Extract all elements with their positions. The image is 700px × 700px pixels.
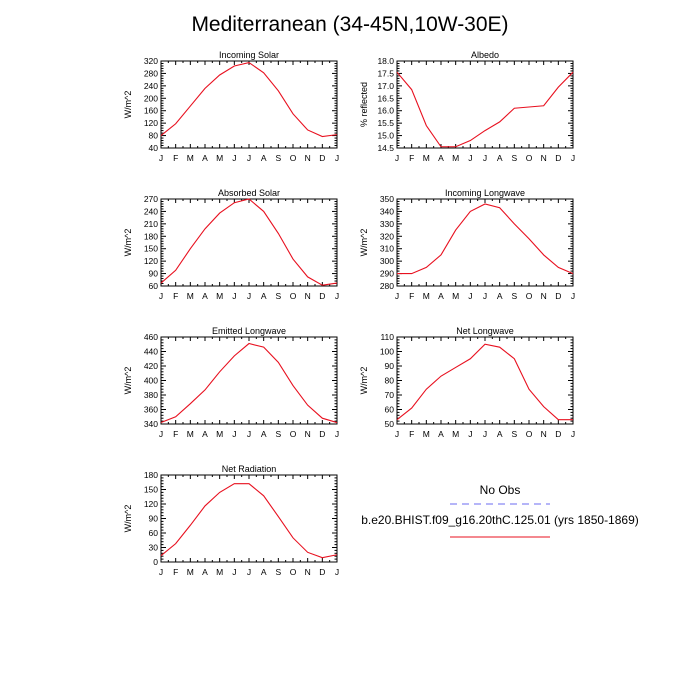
panel-2 <box>123 188 339 301</box>
series-line-0 <box>161 199 337 285</box>
panel-title: Absorbed Solar <box>217 188 281 198</box>
x-tick-label: N <box>304 291 311 301</box>
y-tick-label: 90 <box>384 361 394 371</box>
x-tick-label: N <box>304 429 311 439</box>
panel-title: Incoming Solar <box>218 50 280 60</box>
x-tick-label: J <box>158 429 164 439</box>
x-tick-label: F <box>409 429 415 439</box>
panel-3 <box>359 188 575 301</box>
x-tick-label: J <box>570 429 576 439</box>
y-tick-label: 460 <box>143 332 158 342</box>
panels <box>123 50 575 577</box>
y-tick-label: 340 <box>143 419 158 429</box>
y-tick-label: 150 <box>143 484 158 495</box>
y-tick-label: 400 <box>143 375 158 386</box>
y-tick-label: 18.0 <box>377 56 394 66</box>
legend <box>361 483 639 537</box>
legend-obs-label: No Obs <box>479 483 521 497</box>
y-axis-label: W/m^2 <box>359 366 369 395</box>
y-tick-label: 70 <box>384 390 394 400</box>
x-tick-label: N <box>540 291 547 301</box>
y-tick-label: 60 <box>148 528 158 538</box>
x-tick-label: J <box>246 153 252 163</box>
y-tick-label: 270 <box>143 194 158 204</box>
panel-1 <box>359 50 575 163</box>
x-tick-label: S <box>511 429 518 439</box>
y-tick-label: 280 <box>143 68 158 79</box>
y-tick-label: 330 <box>379 218 394 229</box>
y-tick-label: 180 <box>143 231 158 242</box>
y-tick-label: 0 <box>153 557 158 567</box>
x-tick-label: A <box>260 429 267 439</box>
x-tick-label: M <box>186 291 194 301</box>
plot-frame <box>161 199 337 286</box>
y-tick-label: 80 <box>148 130 158 141</box>
panel-4 <box>123 326 339 439</box>
y-tick-label: 210 <box>143 218 158 229</box>
x-tick-label: N <box>540 429 547 439</box>
x-tick-label: M <box>452 429 460 439</box>
y-tick-label: 320 <box>143 56 158 66</box>
y-tick-label: 380 <box>143 390 158 400</box>
plot-frame <box>397 199 573 286</box>
panel-title: Emitted Longwave <box>211 326 287 336</box>
x-tick-label: J <box>468 153 473 163</box>
x-tick-label: J <box>482 153 488 163</box>
y-tick-label: 180 <box>143 470 158 480</box>
plot-frame <box>397 61 573 148</box>
x-tick-label: D <box>319 153 326 163</box>
x-tick-label: A <box>202 153 208 163</box>
y-tick-label: 60 <box>384 404 394 415</box>
x-tick-label: J <box>232 429 237 439</box>
x-tick-label: J <box>232 291 237 301</box>
y-tick-label: 17.5 <box>377 68 394 79</box>
panel-title: Net Longwave <box>456 326 514 336</box>
y-tick-label: 100 <box>379 346 394 357</box>
x-tick-label: D <box>555 429 562 439</box>
panel-title: Incoming Longwave <box>444 188 526 198</box>
y-tick-label: 280 <box>379 281 394 291</box>
legend-model-label: b.e20.BHIST.f09_g16.20thC.125.01 (yrs 1850-1869) <box>361 513 639 527</box>
x-tick-label: M <box>216 567 224 577</box>
y-tick-label: 240 <box>143 80 158 91</box>
x-tick-label: M <box>186 429 194 439</box>
x-tick-label: J <box>468 429 473 439</box>
y-axis-label: W/m^2 <box>123 228 133 257</box>
x-tick-label: S <box>511 291 518 301</box>
y-tick-label: 16.0 <box>377 105 394 116</box>
x-tick-label: A <box>202 429 208 439</box>
panel-6 <box>123 464 339 577</box>
x-tick-label: A <box>260 153 267 163</box>
plot-frame <box>397 337 573 424</box>
x-tick-label: A <box>438 429 444 439</box>
x-tick-label: F <box>409 291 415 301</box>
plot-frame <box>161 61 337 148</box>
x-tick-label: A <box>202 567 208 577</box>
y-tick-label: 300 <box>379 256 394 267</box>
y-tick-label: 60 <box>148 281 158 291</box>
y-tick-label: 320 <box>379 231 394 242</box>
x-tick-label: M <box>216 153 224 163</box>
plot-frame <box>161 475 337 562</box>
y-axis-label: % reflected <box>359 81 369 128</box>
y-tick-label: 420 <box>143 361 158 371</box>
x-tick-label: M <box>186 567 194 577</box>
y-axis-label: W/m^2 <box>123 504 133 533</box>
x-tick-label: S <box>275 429 282 439</box>
x-tick-label: M <box>452 153 460 163</box>
x-tick-label: J <box>334 291 340 301</box>
series-line-0 <box>397 344 573 419</box>
x-tick-label: J <box>482 291 488 301</box>
panel-title: Net Radiation <box>221 464 277 474</box>
y-tick-label: 350 <box>379 194 394 204</box>
series-line-0 <box>397 204 573 274</box>
series-line-0 <box>161 344 337 423</box>
y-tick-label: 17.0 <box>377 80 394 91</box>
x-tick-label: J <box>246 567 252 577</box>
x-tick-label: M <box>186 153 194 163</box>
x-tick-label: F <box>173 291 179 301</box>
x-tick-label: J <box>246 429 252 439</box>
y-tick-label: 360 <box>143 404 158 415</box>
y-tick-label: 120 <box>143 118 158 129</box>
x-tick-label: J <box>158 567 164 577</box>
y-tick-label: 40 <box>148 143 158 153</box>
x-tick-label: M <box>422 429 430 439</box>
y-tick-label: 90 <box>148 268 158 279</box>
x-tick-label: S <box>511 153 518 163</box>
x-tick-label: J <box>232 567 237 577</box>
y-tick-label: 120 <box>143 499 158 509</box>
panel-0 <box>123 50 339 163</box>
x-tick-label: J <box>394 291 400 301</box>
panel-5 <box>359 326 575 439</box>
x-tick-label: M <box>422 153 430 163</box>
y-axis-label: W/m^2 <box>123 366 133 395</box>
y-tick-label: 310 <box>379 243 394 254</box>
x-tick-label: N <box>540 153 547 163</box>
x-tick-label: D <box>555 291 562 301</box>
y-tick-label: 200 <box>143 93 158 104</box>
y-tick-label: 15.0 <box>377 130 394 141</box>
x-tick-label: N <box>304 153 311 163</box>
x-tick-label: F <box>409 153 415 163</box>
x-tick-label: J <box>570 153 576 163</box>
x-tick-label: N <box>304 567 311 577</box>
y-tick-label: 15.5 <box>377 118 394 129</box>
y-tick-label: 50 <box>384 419 394 429</box>
x-tick-label: J <box>394 429 400 439</box>
x-tick-label: A <box>260 291 267 301</box>
x-tick-label: J <box>246 291 252 301</box>
y-tick-label: 290 <box>379 268 394 279</box>
x-tick-label: O <box>289 291 297 301</box>
x-tick-label: O <box>289 429 297 439</box>
y-tick-label: 120 <box>143 256 158 267</box>
y-tick-label: 14.5 <box>377 143 394 153</box>
y-tick-label: 440 <box>143 346 158 357</box>
x-tick-label: M <box>216 291 224 301</box>
x-tick-label: A <box>496 291 503 301</box>
y-tick-label: 80 <box>384 375 394 386</box>
y-tick-label: 160 <box>143 105 158 116</box>
figure-title: Mediterranean (34-45N,10W-30E) <box>191 13 509 36</box>
x-tick-label: J <box>232 153 237 163</box>
x-tick-label: J <box>468 291 473 301</box>
x-tick-label: J <box>334 153 340 163</box>
plot-frame <box>161 337 337 424</box>
series-line-0 <box>161 484 337 558</box>
x-tick-label: A <box>202 291 208 301</box>
x-tick-label: A <box>438 153 444 163</box>
y-tick-label: 150 <box>143 243 158 254</box>
x-tick-label: O <box>289 153 297 163</box>
x-tick-label: S <box>275 153 282 163</box>
y-tick-label: 90 <box>148 513 158 524</box>
x-tick-label: D <box>319 429 326 439</box>
y-tick-label: 340 <box>379 206 394 217</box>
x-tick-label: S <box>275 567 282 577</box>
x-tick-label: O <box>525 429 533 439</box>
series-line-0 <box>161 63 337 137</box>
x-tick-label: F <box>173 567 179 577</box>
series-line-0 <box>397 72 573 147</box>
x-tick-label: O <box>525 291 533 301</box>
x-tick-label: F <box>173 429 179 439</box>
x-tick-label: M <box>422 291 430 301</box>
x-tick-label: D <box>319 567 326 577</box>
y-tick-label: 30 <box>148 542 158 553</box>
x-tick-label: F <box>173 153 179 163</box>
y-axis-label: W/m^2 <box>359 228 369 257</box>
x-tick-label: J <box>334 567 340 577</box>
x-tick-label: J <box>158 153 164 163</box>
x-tick-label: D <box>319 291 326 301</box>
y-tick-label: 110 <box>380 332 394 342</box>
x-tick-label: D <box>555 153 562 163</box>
x-tick-label: A <box>496 153 503 163</box>
x-tick-label: A <box>260 567 267 577</box>
panel-title: Albedo <box>470 50 500 60</box>
x-tick-label: A <box>438 291 444 301</box>
y-axis-label: W/m^2 <box>123 90 133 119</box>
x-tick-label: M <box>216 429 224 439</box>
y-tick-label: 16.5 <box>377 93 394 104</box>
x-tick-label: O <box>289 567 297 577</box>
x-tick-label: J <box>334 429 340 439</box>
x-tick-label: S <box>275 291 282 301</box>
x-tick-label: O <box>525 153 533 163</box>
x-tick-label: J <box>570 291 576 301</box>
x-tick-label: J <box>394 153 400 163</box>
x-tick-label: J <box>158 291 164 301</box>
y-tick-label: 240 <box>143 206 158 217</box>
x-tick-label: M <box>452 291 460 301</box>
x-tick-label: J <box>482 429 488 439</box>
x-tick-label: A <box>496 429 503 439</box>
